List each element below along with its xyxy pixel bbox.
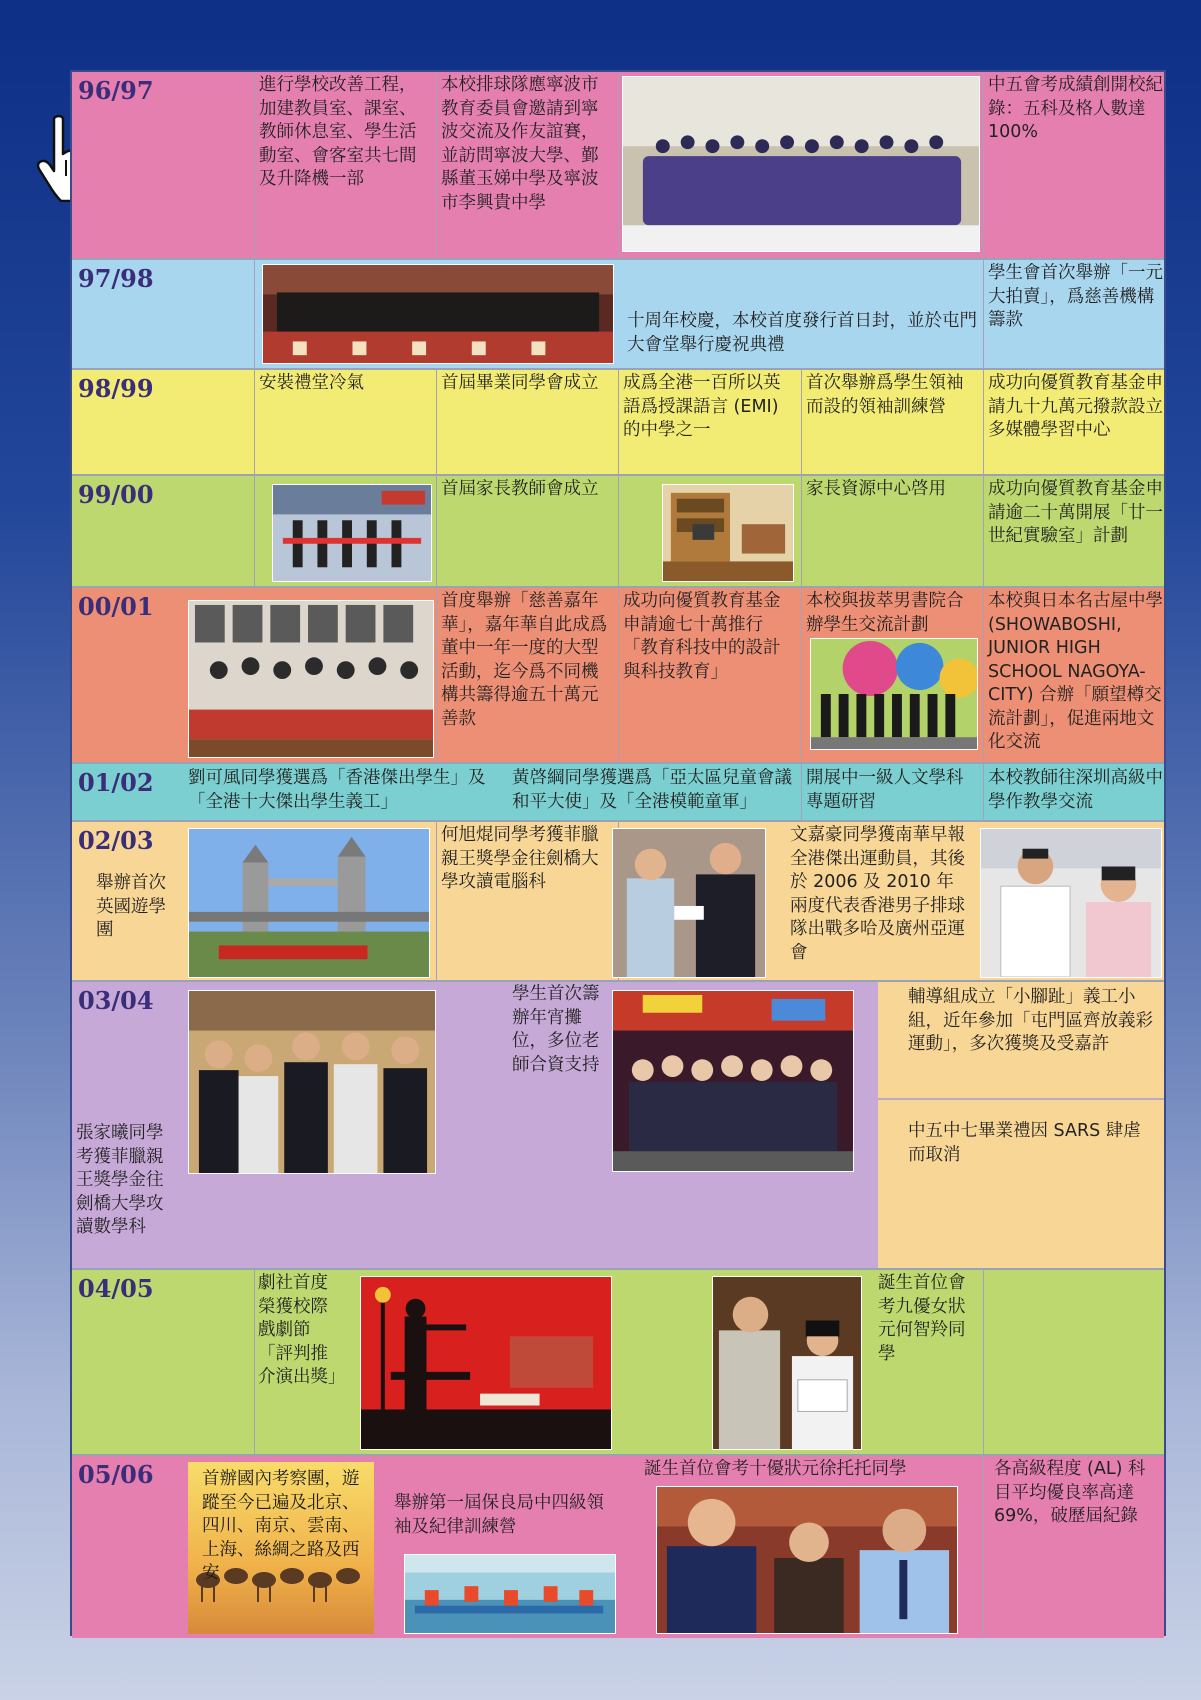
event-text: 成功向優質教育基金申請逾二十萬開展「廿一世紀實驗室」計劃 — [988, 479, 1163, 546]
photo-parent-resource-centre — [662, 484, 794, 582]
year-label: 04/05 — [78, 1274, 154, 1303]
event-text: 各高級程度 (AL) 科目平均優良率高達 69%，破歷屆紀錄 — [994, 1459, 1146, 1526]
photo-exchange-programme — [810, 638, 978, 750]
event-text: 首屆家長教師會成立 — [441, 479, 599, 499]
event-text: 中五中七畢業禮因 SARS 肆虐而取消 — [908, 1121, 1141, 1165]
event-text: 成爲全港一百所以英語爲授課語言 (EMI) 的中學之一 — [623, 373, 781, 440]
event-text: 中五會考成績創開校紀錄：五科及格人數達 100% — [988, 75, 1163, 142]
event-text: 舉辦首次英國遊學團 — [96, 873, 166, 940]
event-text: 開展中一級人文學科專題研習 — [806, 768, 964, 812]
photo-anniversary-ceremony — [262, 264, 614, 364]
photo-ten-distinctions-student — [656, 1486, 958, 1634]
photo-sports-award — [980, 828, 1162, 978]
event-text: 何旭焜同學考獲菲臘親王獎學金往劍橋大學攻讀電腦科 — [441, 825, 599, 892]
year-label: 99/00 — [78, 480, 154, 509]
event-text: 學生首次籌辦年宵攤位，多位老師合資支持 — [512, 984, 600, 1075]
row-05-06 — [72, 1456, 1164, 1638]
event-text: 誕生首位會考十優狀元徐托托同學 — [644, 1459, 907, 1479]
row-00-01 — [72, 588, 1164, 764]
event-text: 文嘉豪同學獲南華早報全港傑出運動員，其後於 2006 及 2010 年兩度代表香港男子排球隊出戰多哈及廣州亞運會 — [790, 825, 965, 963]
row-04-05 — [72, 1270, 1164, 1456]
event-text: 成功向優質教育基金申請九十九萬元撥款設立多媒體學習中心 — [988, 373, 1163, 440]
row-97-98 — [72, 260, 1164, 370]
photo-charity-carnival — [188, 600, 434, 758]
year-label: 97/98 — [78, 264, 154, 293]
event-text: 劉可風同學獲選爲「香港傑出學生」及「全港十大傑出學生義工」 — [188, 768, 486, 812]
event-text: 劇社首度榮獲校際戲劇節「評判推介演出獎」 — [258, 1273, 346, 1387]
row-02-03 — [72, 822, 1164, 982]
event-text: 本校與日本名古屋中學 (SHOWABOSHI, JUNIOR HIGH SCHOOL NAGOYA-CITY) 合辦「願望樽交流計劃」，促進兩地文化交流 — [988, 591, 1163, 752]
event-text: 成功向優質教育基金申請逾七十萬推行「教育科技中的設計與科技教育」 — [623, 591, 781, 682]
row-99-00 — [72, 476, 1164, 588]
event-text: 張家曦同學考獲菲臘親王獎學金往劍橋大學攻讀數學科 — [76, 1123, 164, 1237]
event-text: 首屆畢業同學會成立 — [441, 373, 599, 393]
row-96-97 — [72, 72, 1164, 260]
photo-pta-founding — [272, 484, 432, 582]
photo-leadership-camp-rafting — [404, 1554, 616, 1634]
event-text: 首辦國內考察團，遊蹤至今已遍及北京、四川、南京、雲南、上海、絲綢之路及西安 — [202, 1469, 360, 1583]
event-text: 黃啓綱同學獲選爲「亞太區兒童會議和平大使」及「全港模範童軍」 — [512, 768, 792, 812]
event-text: 首次舉辦爲學生領袖而設的領袖訓練營 — [806, 373, 964, 417]
event-text: 安裝禮堂冷氣 — [259, 373, 364, 393]
event-text: 家長資源中心啓用 — [806, 479, 946, 499]
row-03-04 — [72, 982, 1164, 1270]
year-label: 96/97 — [78, 76, 154, 105]
event-text: 本校排球隊應寧波市教育委員會邀請到寧波交流及作友誼賽，並訪問寧波大學、鄞縣董玉娣中學及寧波市李興貴中學 — [441, 75, 599, 213]
event-text: 首度舉辦「慈善嘉年華」，嘉年華自此成爲董中一年一度的大型活動，迄今爲不同機構共籌得逾五十萬元善款 — [441, 591, 608, 729]
event-text: 誕生首位會考九優女狀元何智羚同學 — [878, 1273, 966, 1364]
photo-tower-bridge-study-tour — [188, 828, 430, 978]
event-text: 輔導組成立「小腳趾」義工小組，近年參加「屯門區齊放義彩運動」，多次獲獎及受嘉許 — [908, 987, 1153, 1054]
photo-scholarship-ceremony — [188, 990, 436, 1174]
row-01-02 — [72, 764, 1164, 822]
photo-volleyball-team — [622, 76, 980, 252]
event-text: 十周年校慶，本校首度發行首日封，並於屯門大會堂舉行慶祝典禮 — [627, 311, 977, 355]
event-text: 本校與拔萃男書院合辦學生交流計劃 — [806, 591, 964, 635]
year-label: 00/01 — [78, 592, 154, 621]
year-label: 05/06 — [78, 1460, 154, 1489]
photo-new-year-stall — [612, 990, 854, 1172]
year-label: 02/03 — [78, 826, 154, 855]
event-text: 舉辦第一屆保良局中四級領袖及紀律訓練營 — [394, 1493, 604, 1537]
year-label: 03/04 — [78, 986, 154, 1015]
year-label: 01/02 — [78, 768, 154, 797]
timeline-table — [70, 70, 1166, 1636]
photo-scholarship-award — [612, 828, 766, 978]
event-text: 本校教師往深圳高級中學作教學交流 — [988, 768, 1163, 812]
photo-drama-festival — [360, 1276, 612, 1450]
event-text: 學生會首次舉辦「一元大拍賣」，爲慈善機構籌款 — [988, 263, 1163, 330]
event-text: 進行學校改善工程，加建教員室、課室、教師休息室、學生活動室、會客室共七間及升降機一部 — [259, 75, 417, 189]
year-label: 98/99 — [78, 374, 154, 403]
row-98-99 — [72, 370, 1164, 476]
photo-hkcee-top-scorer — [712, 1276, 862, 1450]
